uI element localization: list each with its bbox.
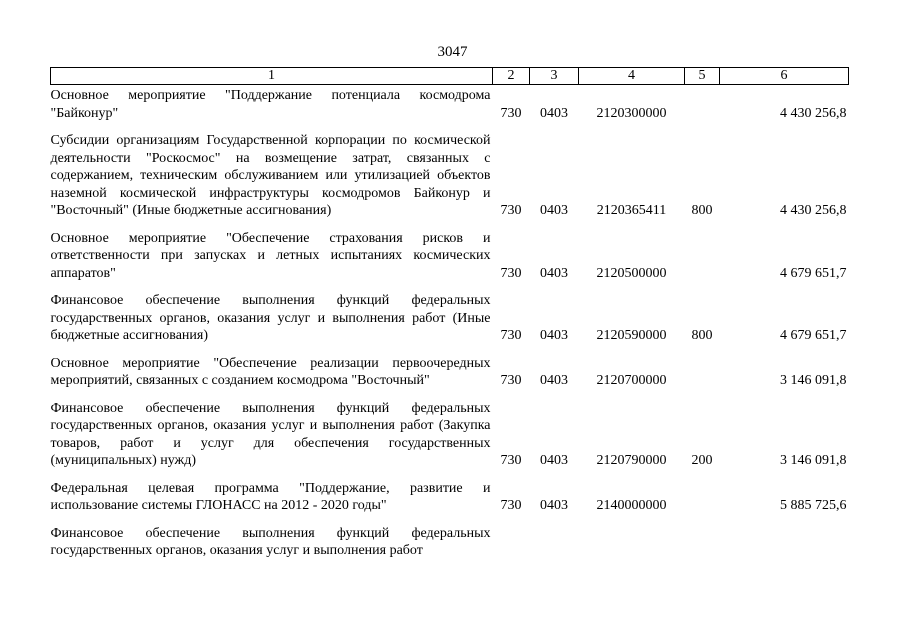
header-row: [51, 68, 849, 85]
row-col4: 2120700000: [596, 373, 667, 388]
row-col3: 0403: [540, 203, 568, 218]
header-col-3: 3: [530, 68, 579, 85]
row-col3: 0403: [540, 328, 568, 343]
table-row: [51, 132, 849, 230]
row-col5: [685, 355, 720, 400]
header-col-5: 5: [685, 68, 720, 85]
header-col-2: 2: [493, 68, 530, 85]
row-col2: 730: [500, 105, 522, 121]
row-description: [51, 400, 493, 480]
row-description: [51, 355, 493, 400]
row-col4: 2140000000: [596, 498, 667, 513]
row-description: [51, 230, 493, 293]
row-col3: [530, 525, 579, 560]
row-col5: 800: [691, 203, 713, 218]
row-description: [51, 525, 493, 560]
row-description-text: Финансовое обеспечение выполнения функций федеральных государственных органов, оказания услуг и выполнения работ (Иные бюджетные ассигнования): [50, 293, 491, 343]
row-description-text: Субсидии организациям Государственной корпорации по космической деятельности "Роскосмос" на возмещение затрат, связанных с содержанием, техническим обслуживанием или утилизацией объектов наземной космической инфраструктуры космодромов Байконур и "Восточный" (Иные бюджетные ассигнования): [50, 133, 491, 218]
row-col6: 3 146 091,8: [780, 373, 847, 388]
row-col5: [685, 480, 720, 525]
row-col6: 5 885 725,6: [780, 498, 847, 513]
row-col3: 0403: [540, 453, 568, 468]
table-row: [51, 355, 849, 400]
row-col4: 2120590000: [596, 328, 667, 343]
row-col6: 4 430 256,8: [780, 105, 847, 121]
row-description: [51, 132, 493, 230]
table-row: [51, 292, 849, 355]
row-description: [51, 480, 493, 525]
row-col5: [685, 230, 720, 293]
row-col3: 0403: [540, 265, 568, 281]
row-col4: 2120300000: [596, 105, 667, 121]
row-col6: 3 146 091,8: [780, 453, 847, 468]
row-col2: 730: [500, 203, 522, 218]
row-col2: 730: [500, 373, 522, 388]
row-col2: 730: [500, 265, 522, 281]
table-row: [51, 85, 849, 133]
row-description-text: Основное мероприятие "Поддержание потенциала космодрома "Байконур": [50, 88, 491, 121]
page-number: 3047: [437, 44, 468, 60]
table-row: [51, 400, 849, 480]
row-col5: 800: [691, 328, 713, 343]
row-col6: 4 679 651,7: [780, 265, 847, 281]
row-col5: [685, 85, 720, 133]
row-col4: 2120500000: [596, 265, 667, 281]
header-col-1: 1: [51, 68, 493, 85]
row-col2: 730: [500, 453, 522, 468]
table-row: [51, 480, 849, 525]
row-description: [51, 292, 493, 355]
header-col-6: 6: [720, 68, 849, 85]
row-col6: [720, 525, 849, 560]
row-col6: 4 679 651,7: [780, 328, 847, 343]
row-col5: [685, 525, 720, 560]
table-body: [51, 85, 849, 560]
row-col3: 0403: [540, 105, 568, 121]
row-col3: 0403: [540, 373, 568, 388]
row-description-text: Финансовое обеспечение выполнения функций федеральных государственных органов, оказания услуг и выполнения работ (Закупка товаров, работ и услуг для обеспечения государственных (муниципальных) нужд): [50, 400, 491, 468]
row-description-text: Федеральная целевая программа "Поддержание, развитие и использование системы ГЛОНАСС на 2012 - 2020 годы": [50, 480, 491, 513]
header-col-4: 4: [579, 68, 685, 85]
budget-table: [50, 67, 849, 560]
row-description-text: Основное мероприятие "Обеспечение страхования рисков и ответственности при запусках и летных испытаниях космических аппаратов": [50, 230, 491, 281]
row-description-text: Основное мероприятие "Обеспечение реализации первоочередных мероприятий, связанных с созданием космодрома "Восточный": [50, 355, 491, 388]
table-row: [51, 230, 849, 293]
row-col3: 0403: [540, 498, 568, 513]
row-col4: 2120365411: [596, 203, 667, 218]
row-col2: 730: [500, 328, 522, 343]
row-col2: [493, 525, 530, 560]
row-col5: 200: [691, 453, 713, 468]
row-col6: 4 430 256,8: [780, 203, 847, 218]
row-col4: 2120790000: [596, 453, 667, 468]
row-description: [51, 85, 493, 133]
row-col4: [579, 525, 685, 560]
row-description-text: Финансовое обеспечение выполнения функций федеральных государственных органов, оказания услуг и выполнения работ: [50, 525, 491, 558]
row-col2: 730: [500, 498, 522, 513]
table-row: [51, 525, 849, 560]
table-header: [51, 68, 849, 85]
